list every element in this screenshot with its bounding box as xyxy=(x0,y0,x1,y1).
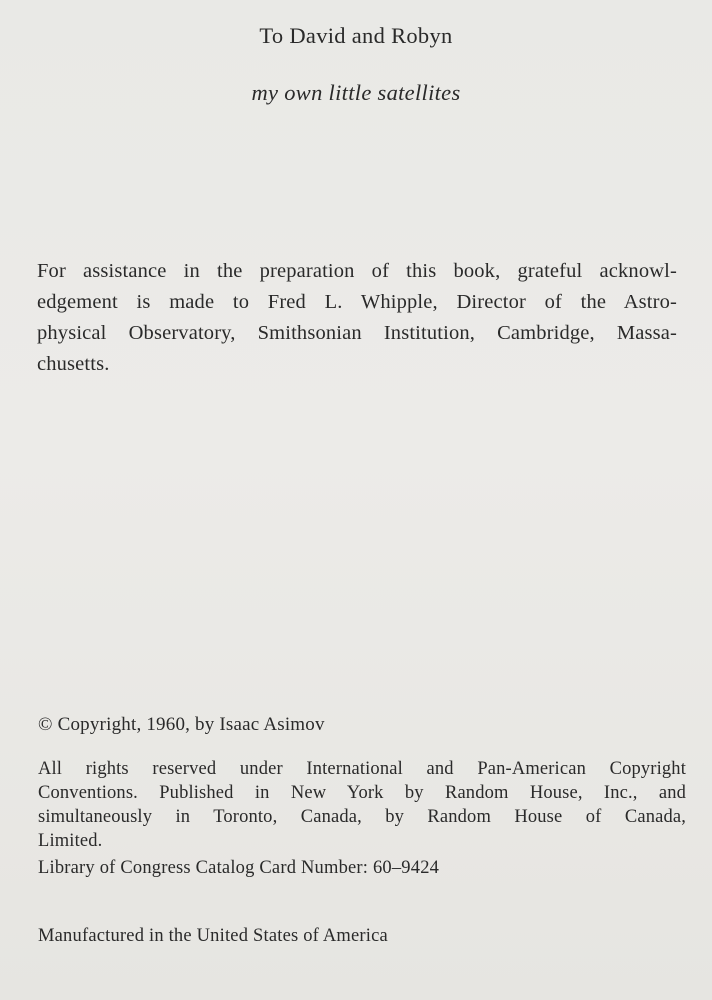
rights-line: Conventions. Published in New York by Random House, Inc., and xyxy=(38,783,686,803)
rights-paragraph xyxy=(38,757,686,853)
acknowledgement-paragraph xyxy=(37,256,677,380)
manufactured-statement: Manufactured in the United States of America xyxy=(38,926,388,946)
copyright-notice: © Copyright, 1960, by Isaac Asimov xyxy=(38,714,325,735)
catalog-card-number: Library of Congress Catalog Card Number: 60–9424 xyxy=(38,858,440,878)
rights-line: All rights reserved under International and Pan-American Copyright xyxy=(38,759,686,779)
acknowledgement-line: edgement is made to Fred L. Whipple, Director of the Astro- xyxy=(37,291,677,313)
dedication-line: To David and Robyn xyxy=(259,23,453,48)
acknowledgement-line: chusetts. xyxy=(37,353,110,375)
acknowledgement-line: physical Observatory, Smithsonian Institution, Cambridge, Massa- xyxy=(37,322,677,344)
rights-line: Limited. xyxy=(38,831,103,851)
dedication-subtitle: my own little satellites xyxy=(251,80,461,105)
rights-line: simultaneously in Toronto, Canada, by Random House of Canada, xyxy=(38,807,686,827)
acknowledgement-line: For assistance in the preparation of this book, grateful acknowl- xyxy=(37,260,677,282)
